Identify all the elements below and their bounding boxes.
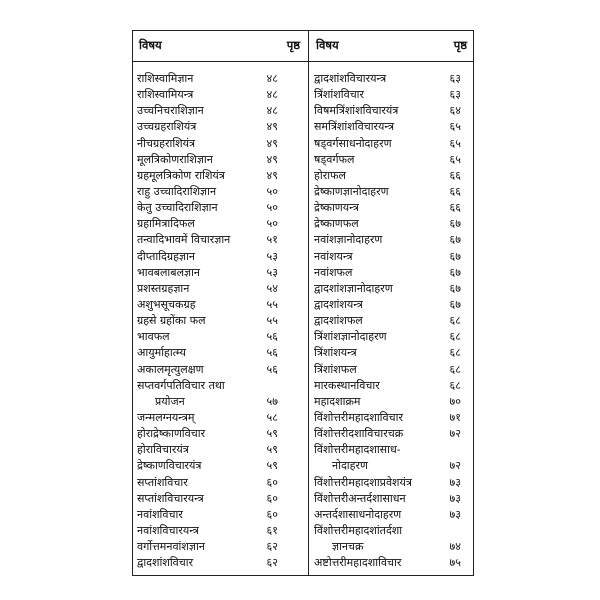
toc-entry: [310, 345, 475, 361]
entry-page: ५१: [266, 233, 278, 247]
toc-entry: [310, 329, 475, 345]
entry-page: ६०: [266, 475, 278, 489]
entry-page: ६७: [449, 281, 461, 295]
entry-title: भावबलाबलज्ञान: [137, 265, 201, 279]
toc-entry: [133, 491, 308, 507]
entry-page: ५५: [266, 314, 278, 328]
entry-title: उच्चनिचराशिज्ञान: [137, 104, 204, 118]
toc-entry: [133, 410, 308, 426]
entry-title: द्वादशांशविचारयन्त्र: [314, 72, 387, 85]
toc-entry: [133, 119, 308, 135]
entry-title: अकालमृत्युलक्षण: [137, 362, 204, 376]
entry-page: ५७: [266, 394, 278, 408]
entry-title: होराद्रेष्काणविचार: [137, 427, 206, 441]
toc-entry: [310, 71, 475, 87]
left-column: [133, 31, 308, 575]
entry-title: अशुभसूचकग्रह: [137, 297, 196, 311]
entry-page: ५९: [266, 427, 278, 441]
entry-page: ६८: [449, 362, 461, 376]
toc-entry: [310, 362, 475, 378]
entry-page: ६८: [449, 330, 461, 344]
toc-entry: [310, 249, 475, 265]
entry-page: ६५: [449, 152, 461, 166]
toc-entry: [310, 458, 475, 474]
entry-title: त्रिंशांशफल: [314, 362, 357, 376]
entry-title: प्रशस्तग्रहज्ञान: [137, 281, 190, 295]
left-entries: [133, 71, 308, 571]
toc-entry: [310, 426, 475, 442]
toc-entry: [133, 216, 308, 232]
right-column: [310, 31, 475, 575]
entry-page: ६५: [449, 120, 461, 134]
entry-title: होराफल: [314, 168, 346, 182]
toc-entry: [310, 232, 475, 248]
toc-entry: [310, 152, 475, 168]
entry-page: ५३: [266, 249, 278, 263]
entry-title: विंशोत्तरीअन्तर्दशासाधन: [314, 491, 406, 505]
page-heading: पृष्ठ: [286, 38, 300, 52]
entry-title: प्रयोजन: [155, 394, 185, 408]
subject-heading: विषय: [139, 38, 162, 52]
entry-page: ७३: [449, 507, 461, 521]
entry-page: ६७: [449, 265, 461, 279]
entry-page: ५३: [266, 265, 278, 279]
entry-page: ७४: [449, 540, 461, 554]
entry-title: द्वादशांशज्ञानोदाहरण: [314, 281, 393, 295]
toc-entry: [310, 184, 475, 200]
entry-title: आयुर्माहात्म्य: [137, 346, 187, 360]
entry-page: ४९: [266, 168, 278, 182]
left-header: [133, 38, 308, 54]
column-divider: [308, 31, 309, 575]
toc-entry: [133, 168, 308, 184]
toc-entry: [310, 539, 475, 555]
entry-page: ७१: [449, 410, 461, 424]
toc-entry: [133, 329, 308, 345]
entry-title: षड्वर्गफल: [314, 152, 355, 166]
entry-title: नवांशविचारयन्त्र: [137, 523, 199, 537]
entry-title: द्रेष्काणज्ञानोदाहरण: [314, 184, 389, 198]
entry-title: द्रेष्काणविचारयंत्र: [137, 459, 202, 473]
entry-title: दीप्तादिग्रहज्ञान: [137, 249, 195, 263]
toc-entry: [310, 410, 475, 426]
toc-entry: [310, 216, 475, 232]
entry-page: ६१: [266, 523, 278, 537]
toc-entry: [133, 362, 308, 378]
toc-entry: [133, 507, 308, 523]
entry-page: ४९: [266, 152, 278, 166]
entry-title: अष्टोत्तरीमहादशाविचार: [314, 556, 402, 570]
entry-title: त्रिंशांशविचार: [314, 88, 365, 102]
entry-title: उच्चग्रहराशियंत्र: [137, 120, 197, 134]
toc-entry: [310, 442, 475, 458]
entry-title: जन्मलग्नयन्त्रम्: [137, 410, 195, 424]
toc-entry: [133, 475, 308, 491]
entry-page: ६८: [449, 378, 461, 392]
toc-entry: [133, 555, 308, 571]
entry-page: ६६: [449, 201, 461, 215]
entry-title: समत्रिंशांशविचारयन्त्र: [314, 120, 395, 134]
entry-title: विंशोत्तरीमहादशांतर्दशा: [314, 523, 403, 537]
entry-title: विषमत्रिंशांशविचारयंत्र: [314, 104, 399, 118]
entry-title: वर्गोत्तमनवांशज्ञान: [137, 540, 205, 554]
entry-page: ६३: [449, 72, 461, 85]
entry-page: ६७: [449, 249, 461, 263]
entry-page: ४९: [266, 120, 278, 134]
toc-entry: [133, 136, 308, 152]
entry-title: सप्तवर्गपतिविचार तथा: [137, 378, 225, 392]
entry-page: ६२: [266, 556, 278, 570]
entry-page: ४८: [266, 104, 278, 118]
entry-page: ६०: [266, 491, 278, 505]
entry-page: ७३: [449, 475, 461, 489]
entry-page: ५९: [266, 459, 278, 473]
entry-page: ६३: [449, 88, 461, 102]
entry-page: ७२: [449, 459, 461, 473]
entry-title: राशिस्वामिज्ञान: [137, 72, 194, 85]
entry-title: अन्तर्दशासाधनोदाहरण: [314, 507, 402, 521]
entry-title: राशिस्वामियन्त्र: [137, 88, 194, 102]
entry-title: सप्तांशविचारयन्त्र: [137, 491, 204, 505]
entry-page: ६५: [449, 136, 461, 150]
entry-page: ४९: [266, 136, 278, 150]
toc-entry: [133, 539, 308, 555]
toc-entry: [310, 313, 475, 329]
toc-entry: [133, 200, 308, 216]
entry-page: ६०: [266, 507, 278, 521]
entry-page: ५०: [266, 201, 278, 215]
toc-entry: [310, 555, 475, 571]
entry-title: त्रिंशांशज्ञानोदाहरण: [314, 330, 387, 344]
entry-title: विंशोत्तरीदशाविचारचक्र: [314, 427, 404, 441]
entry-title: होराविचारयंत्र: [137, 443, 189, 457]
toc-entry: [133, 87, 308, 103]
entry-title: सप्तांशविचार: [137, 475, 188, 489]
toc-entry: [310, 87, 475, 103]
entry-title: त्रिंशांशयन्त्र: [314, 346, 357, 360]
entry-page: ७५: [449, 556, 461, 570]
entry-title: मूलत्रिकोणराशिज्ञान: [137, 152, 213, 166]
toc-entry: [133, 249, 308, 265]
page-heading: पृष्ठ: [453, 38, 467, 52]
entry-title: द्वादशांशविचार: [137, 556, 194, 570]
entry-title: नवांशज्ञानोदाहरण: [314, 233, 383, 247]
entry-page: ४८: [266, 72, 278, 85]
entry-title: द्वादशांशयन्त्र: [314, 297, 363, 311]
contents-table: [132, 30, 474, 576]
toc-entry: [310, 523, 475, 539]
toc-entry: [310, 394, 475, 410]
entry-title: नवांशफल: [314, 265, 353, 279]
toc-entry: [310, 136, 475, 152]
toc-entry: [133, 297, 308, 313]
toc-entry: [310, 103, 475, 119]
toc-entry: [133, 232, 308, 248]
entry-page: ५५: [266, 297, 278, 311]
toc-entry: [133, 426, 308, 442]
toc-entry: [133, 184, 308, 200]
entry-title: द्रेष्काणफल: [314, 217, 359, 231]
toc-entry: [133, 265, 308, 281]
entry-page: ६७: [449, 297, 461, 311]
entry-title: भावफल: [137, 330, 170, 344]
toc-entry: [133, 442, 308, 458]
entry-title: नवांशविचार: [137, 507, 183, 521]
toc-entry: [310, 265, 475, 281]
entry-page: ६४: [449, 104, 461, 118]
entry-page: ७०: [449, 394, 461, 408]
toc-entry: [310, 168, 475, 184]
toc-entry: [133, 71, 308, 87]
toc-entry: [310, 297, 475, 313]
entry-page: ५६: [266, 330, 278, 344]
toc-entry: [310, 281, 475, 297]
entry-page: ५०: [266, 217, 278, 231]
entry-title: विंशोत्तरीमहादशाविचार: [314, 410, 403, 424]
entry-page: ५०: [266, 184, 278, 198]
toc-entry: [133, 281, 308, 297]
toc-entry: [310, 507, 475, 523]
entry-page: ७३: [449, 491, 461, 505]
toc-entry: [310, 378, 475, 394]
entry-title: द्वादशांशफल: [314, 314, 363, 328]
entry-page: ६६: [449, 168, 461, 182]
entry-title: ग्रहामित्रादिफल: [137, 217, 195, 231]
entry-page: ५९: [266, 443, 278, 457]
entry-title: ग्रहमूलत्रिकोण राशियंत्र: [137, 168, 225, 182]
entry-title: नीचग्रहराशियंत्र: [137, 136, 196, 150]
entry-page: ७२: [449, 427, 461, 441]
toc-entry: [310, 119, 475, 135]
toc-entry: [133, 523, 308, 539]
entry-page: ५८: [266, 410, 278, 424]
toc-entry: [133, 152, 308, 168]
right-entries: [310, 71, 475, 571]
toc-entry: [133, 313, 308, 329]
toc-entry: [133, 458, 308, 474]
entry-title: महादशाक्रम: [314, 394, 361, 408]
entry-page: ५६: [266, 362, 278, 376]
toc-entry: [133, 378, 308, 394]
entry-title: ग्रहसे ग्रहोंका फल: [137, 314, 206, 328]
entry-page: ६७: [449, 217, 461, 231]
entry-title: विंशोत्तरीमहादशासाध-: [314, 443, 401, 457]
entry-title: तन्वादिभावमें विचारज्ञान: [137, 233, 231, 247]
entry-page: ६८: [449, 346, 461, 360]
entry-title: द्रेष्काणयन्त्र: [314, 201, 359, 215]
subject-heading: विषय: [316, 38, 339, 52]
entry-page: ६८: [449, 314, 461, 328]
entry-title: षड्वर्गसाधनोदाहरण: [314, 136, 392, 150]
entry-title: मारकस्थानविचार: [314, 378, 380, 392]
entry-title: विंशोत्तरीमहादशाप्रवेशयंत्र: [314, 475, 412, 489]
entry-title: केतु उच्चादिराशिज्ञान: [137, 201, 218, 215]
entry-page: ५६: [266, 346, 278, 360]
entry-title: राहु उच्चादिराशिज्ञान: [137, 184, 217, 198]
toc-entry: [133, 345, 308, 361]
entry-page: ६६: [449, 184, 461, 198]
toc-entry: [133, 394, 308, 410]
right-header: [310, 38, 475, 54]
entry-page: ५४: [266, 281, 278, 295]
toc-entry: [310, 491, 475, 507]
toc-entry: [310, 475, 475, 491]
toc-entry: [133, 103, 308, 119]
entry-title: ज्ञानचक्र: [332, 540, 364, 554]
entry-page: ६२: [266, 540, 278, 554]
entry-page: ४८: [266, 88, 278, 102]
entry-title: नवांशयन्त्र: [314, 249, 353, 263]
toc-entry: [310, 200, 475, 216]
entry-page: ६७: [449, 233, 461, 247]
entry-title: नोदाहरण: [332, 459, 368, 473]
